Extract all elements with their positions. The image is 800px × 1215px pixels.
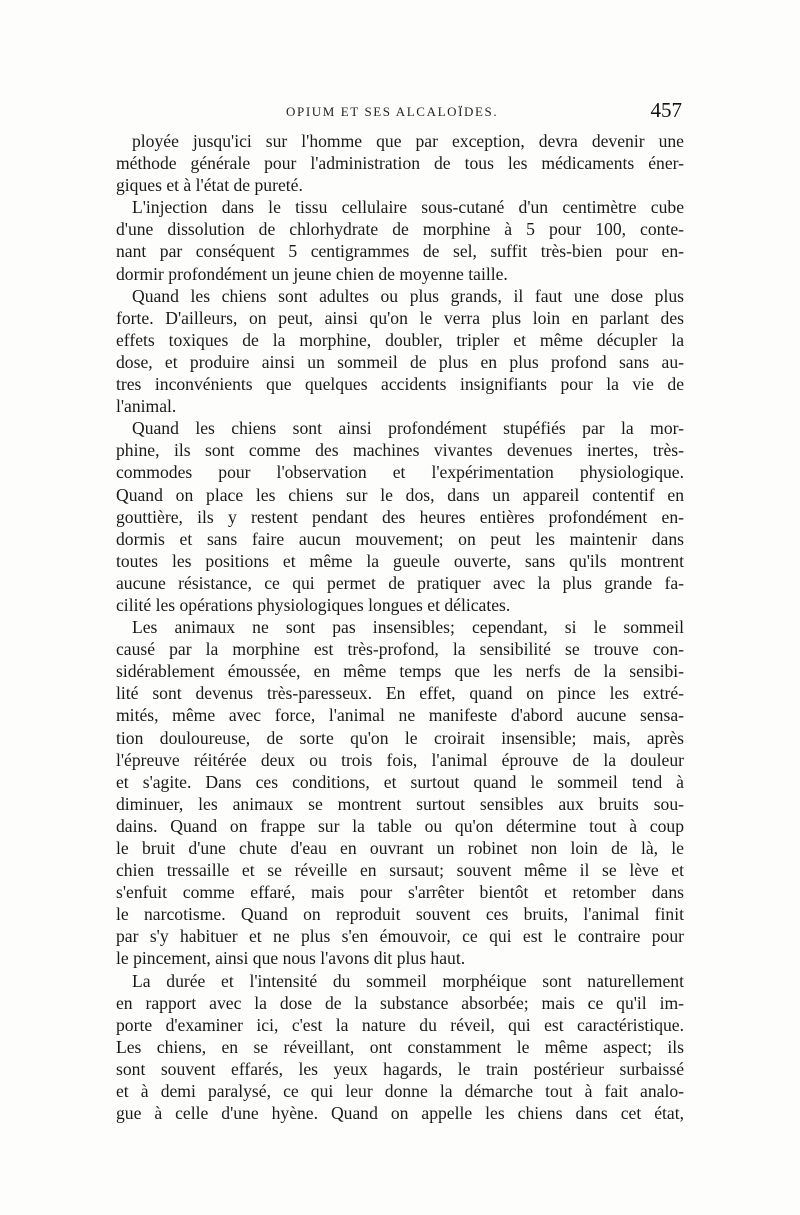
text-line: tion douloureuse, de sorte qu'on le croirait insensible; mais, après	[116, 727, 684, 748]
text-line: Quand les chiens sont adultes ou plus grands, il faut une dose plus	[132, 285, 684, 306]
text-line: chien tressaille et se réveille en sursaut; souvent même il se lève et	[116, 860, 684, 881]
text-line: tres inconvénients que quelques accidents insignifiants pour la vie de	[116, 374, 684, 395]
text-line: L'injection dans le tissu cellulaire sous-cutané d'un centimètre cube	[132, 197, 684, 218]
text-line: forte. D'ailleurs, on peut, ainsi qu'on le verra plus loin en parlant des	[116, 307, 684, 328]
text-line: effets toxiques de la morphine, doubler, tripler et même décupler la	[116, 329, 684, 350]
text-line: sidérablement émoussée, en même temps que les nerfs de la sensibi-	[116, 661, 684, 682]
page-number: 457	[650, 98, 682, 122]
text-line: l'animal.	[116, 396, 177, 417]
text-line: dormir profondément un jeune chien de moyenne taille.	[116, 263, 508, 284]
text-line: Les animaux ne sont pas insensibles; cependant, si le sommeil	[132, 617, 684, 638]
text-line: dains. Quand on frappe sur la table ou qu'on détermine tout à coup	[116, 815, 684, 836]
text-line: le bruit d'une chute d'eau en ouvrant un robinet non loin de là, le	[116, 838, 684, 858]
text-line: Quand on place les chiens sur le dos, dans un appareil contentif en	[116, 484, 684, 505]
text-line: Les chiens, en se réveillant, ont constamment le même aspect; ils	[116, 1036, 684, 1057]
text-line: mités, même avec force, l'animal ne manifeste d'abord aucune sensa-	[116, 705, 684, 726]
text-line: cilité les opérations physiologiques longues et délicates.	[116, 594, 511, 615]
text-line: phine, ils sont comme des machines vivantes devenues inertes, très-	[116, 440, 684, 461]
text-line: aucune résistance, ce qui permet de pratiquer avec la plus grande fa-	[116, 572, 684, 593]
paragraph	[116, 285, 684, 418]
text-line: le pincement, ainsi que nous l'avons dit plus haut.	[116, 948, 466, 969]
text-line: sont souvent effarés, les yeux hagards, le train postérieur surbaissé	[116, 1058, 684, 1079]
text-line: par s'y habituer et ne plus s'en émouvoir, ce qui est le contraire pour	[116, 926, 684, 947]
text-line: toutes les positions et même la gueule ouverte, sans qu'ils montrent	[116, 550, 684, 571]
text-line: dormis et sans faire aucun mouvement; on peut les maintenir dans	[116, 528, 684, 549]
paragraph	[116, 970, 684, 1125]
text-line: commodes pour l'observation et l'expérimentation physiologique.	[116, 462, 684, 483]
paragraph	[116, 616, 684, 970]
running-title: OPIUM ET SES ALCALOÏDES.	[286, 104, 499, 119]
paragraph	[116, 130, 684, 196]
text-line: giques et à l'état de pureté.	[116, 175, 303, 196]
text-line: d'une dissolution de chlorhydrate de morphine à 5 pour 100, conte-	[116, 219, 684, 240]
text-line: dose, et produire ainsi un sommeil de plus en plus profond sans au-	[116, 351, 684, 372]
text-line: nant par conséquent 5 centigrammes de sel, suffit très-bien pour en-	[116, 241, 684, 262]
text-line: le narcotisme. Quand on reproduit souvent ces bruits, l'animal finit	[116, 904, 684, 925]
paragraph	[116, 417, 684, 616]
text-line: Quand les chiens sont ainsi profondément stupéfiés par la mor-	[132, 418, 684, 439]
text-line: l'épreuve réitérée deux ou trois fois, l'animal éprouve de la douleur	[116, 749, 684, 770]
text-line: méthode générale pour l'administration de tous les médicaments éner-	[116, 153, 684, 174]
text-line: et s'agite. Dans ces conditions, et surtout quand le sommeil tend à	[116, 771, 684, 792]
text-line: porte d'examiner ici, c'est la nature du réveil, qui est caractéristique.	[116, 1014, 684, 1035]
text-line: en rapport avec la dose de la substance absorbée; mais ce qu'il im-	[116, 992, 684, 1013]
text-line: causé par la morphine est très-profond, la sensibilité se trouve con-	[116, 639, 684, 660]
paragraph	[116, 196, 684, 284]
text-line: gouttière, ils y restent pendant des heures entières profondément en-	[116, 506, 684, 527]
text-line: lité sont devenus très-paresseux. En effet, quand on pince les extré-	[116, 683, 684, 704]
text-line: s'enfuit comme effaré, mais pour s'arrêter bientôt et retomber dans	[116, 882, 684, 903]
page-header	[116, 98, 684, 124]
text-line: et à demi paralysé, ce qui leur donne la démarche tout à fait analo-	[116, 1081, 684, 1102]
text-line: gue à celle d'une hyène. Quand on appelle les chiens dans cet état,	[116, 1103, 684, 1124]
text-line: diminuer, les animaux se montrent surtout sensibles aux bruits sou-	[116, 793, 684, 814]
text-line: ployée jusqu'ici sur l'homme que par exception, devra devenir une	[132, 131, 684, 151]
text-line: La durée et l'intensité du sommeil morphéique sont naturellement	[132, 970, 684, 991]
body-text	[116, 130, 684, 1124]
